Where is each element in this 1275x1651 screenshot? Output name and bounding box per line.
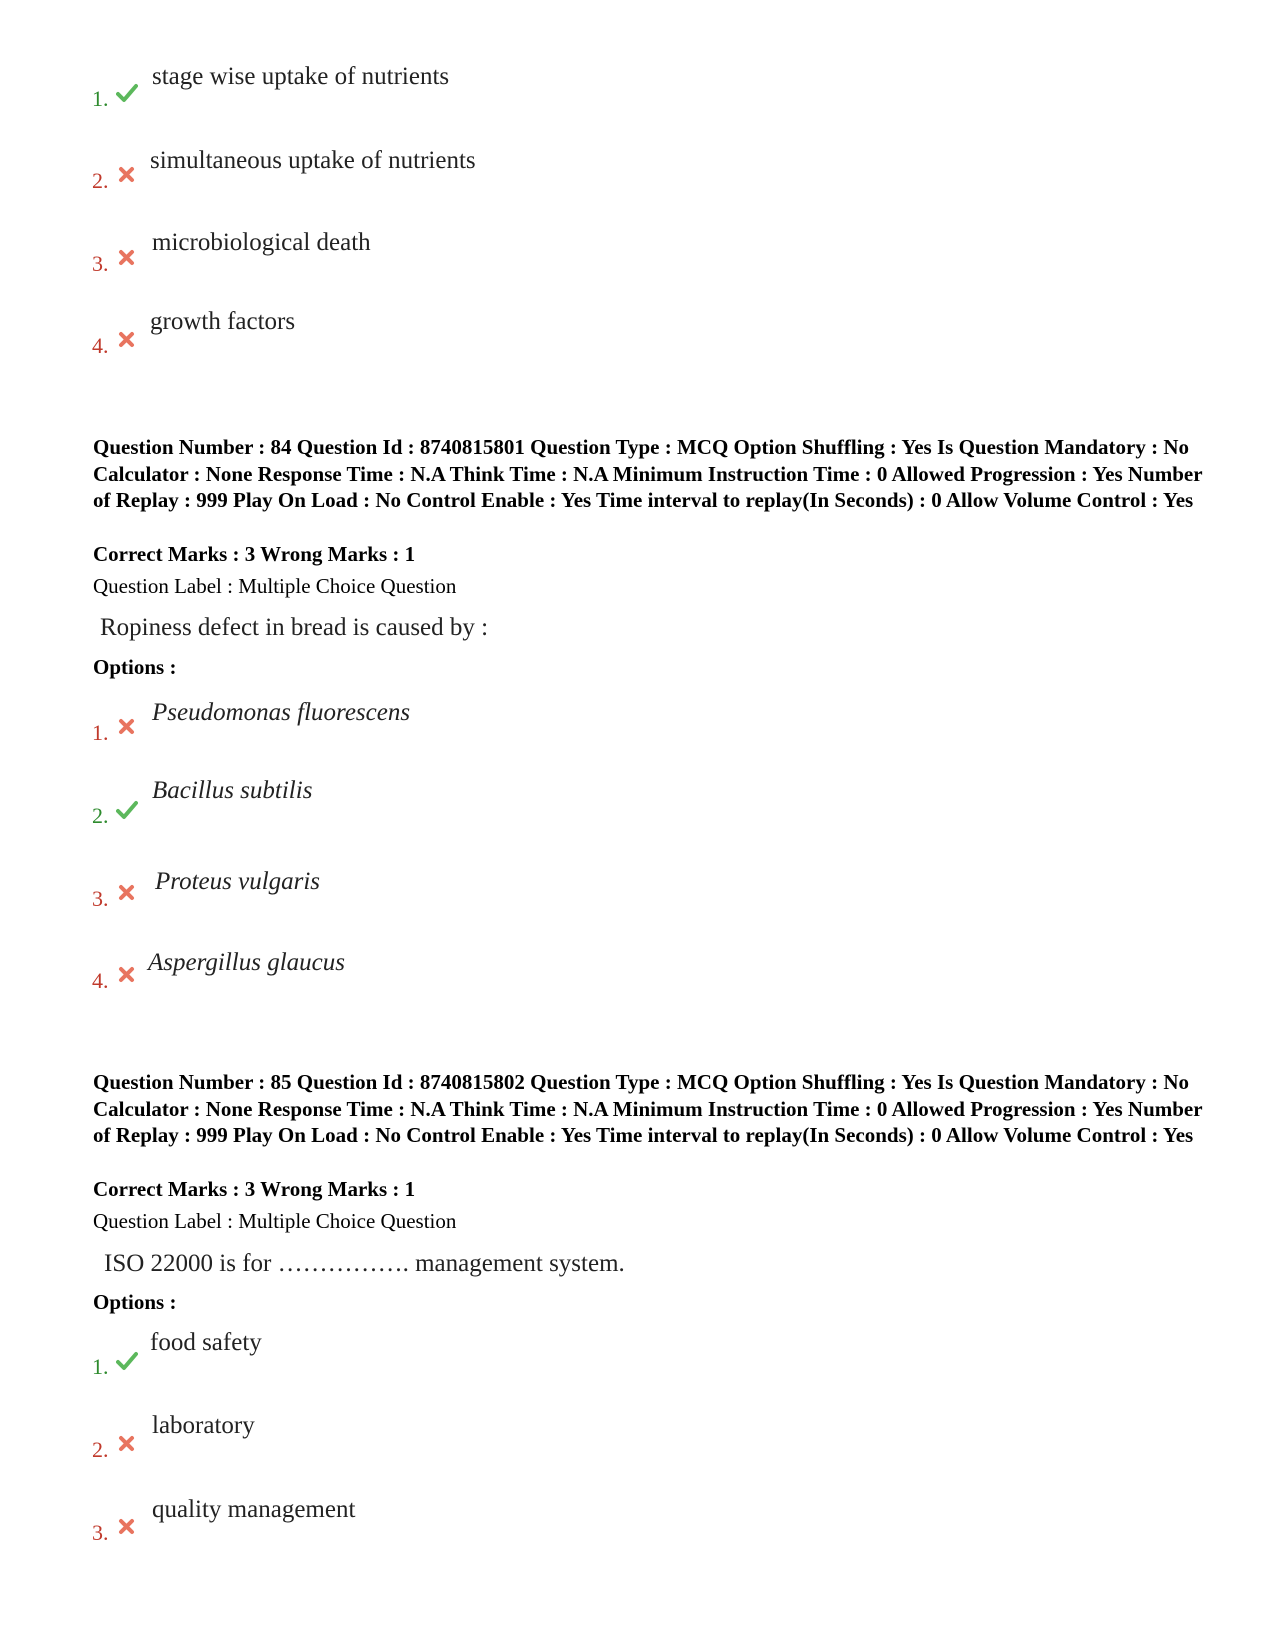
question-label: Question Label : Multiple Choice Question [93, 574, 457, 598]
option-number: 2. [92, 1437, 109, 1462]
cross-icon [116, 964, 138, 986]
question-header: Question Number : 84 Question Id : 8740815801 Question Type : MCQ Option Shuffling : Yes Is Question Mandatory : No Calculator : None Response Time : N.A Think Time : N.A Minimum Instruction Time : 0 Allowed Progression : Yes Number of Replay : 999 Play On Load : No Control Enable : Yes Time interval to replay(In Seconds) : 0 Allow Volume Control : Yes [93, 435, 1203, 512]
option-text: Pseudomonas fluorescens [152, 699, 411, 726]
option-text: Proteus vulgaris [155, 868, 321, 895]
option-number: 3. [92, 1520, 109, 1545]
option-text: quality management [152, 1496, 356, 1523]
cross-icon [116, 247, 138, 269]
option-number: 1. [92, 1354, 109, 1379]
option-text: Bacillus subtilis [152, 777, 313, 804]
question-marks: Correct Marks : 3 Wrong Marks : 1 [93, 542, 416, 566]
option-text: simultaneous uptake of nutrients [150, 147, 476, 174]
options-label: Options : [93, 655, 177, 679]
option-text: Aspergillus glaucus [148, 949, 345, 976]
option-number: 1. [92, 720, 109, 745]
option-number: 4. [92, 968, 109, 993]
option-text: microbiological death [152, 229, 371, 256]
question-marks: Correct Marks : 3 Wrong Marks : 1 [93, 1177, 416, 1201]
cross-icon [116, 329, 138, 351]
question-text: ISO 22000 is for ……………. management system. [104, 1250, 625, 1277]
question-text: Ropiness defect in bread is caused by : [100, 614, 489, 641]
cross-icon [116, 164, 138, 186]
option-number: 4. [92, 333, 109, 358]
option-text: laboratory [152, 1412, 255, 1439]
question-header: Question Number : 85 Question Id : 8740815802 Question Type : MCQ Option Shuffling : Yes Is Question Mandatory : No Calculator : None Response Time : N.A Think Time : N.A Minimum Instruction Time : 0 Allowed Progression : Yes Number of Replay : 999 Play On Load : No Control Enable : Yes Time interval to replay(In Seconds) : 0 Allow Volume Control : Yes [93, 1070, 1203, 1147]
check-icon [116, 799, 138, 821]
cross-icon [116, 716, 138, 738]
check-icon [116, 82, 138, 104]
option-number: 1. [92, 86, 109, 111]
options-label: Options : [93, 1290, 177, 1314]
cross-icon [116, 1433, 138, 1455]
option-text: food safety [150, 1329, 262, 1356]
option-number: 3. [92, 886, 109, 911]
option-number: 3. [92, 251, 109, 276]
option-number: 2. [92, 803, 109, 828]
cross-icon [116, 1516, 138, 1538]
check-icon [116, 1350, 138, 1372]
option-number: 2. [92, 168, 109, 193]
option-text: growth factors [150, 308, 296, 335]
option-text: stage wise uptake of nutrients [152, 63, 450, 90]
question-label: Question Label : Multiple Choice Question [93, 1209, 457, 1233]
cross-icon [116, 882, 138, 904]
